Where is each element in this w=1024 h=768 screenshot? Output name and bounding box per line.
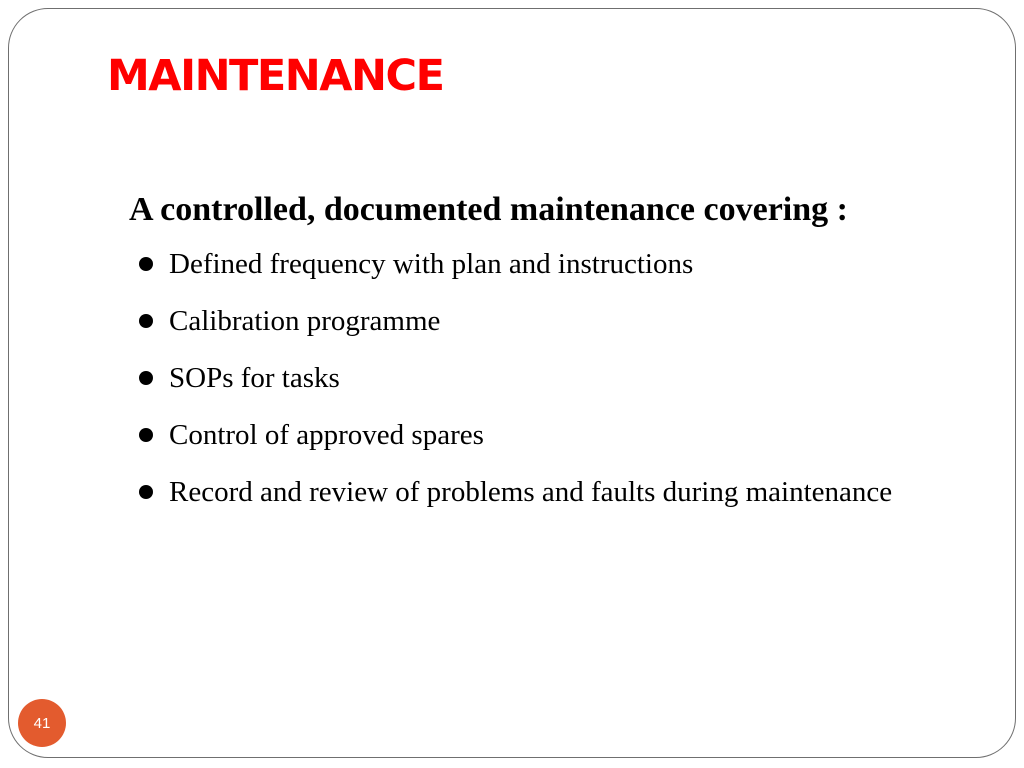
bullet-text: Defined frequency with plan and instructions — [169, 247, 694, 280]
bullet-item — [129, 468, 981, 516]
bullet-dot-icon — [139, 485, 153, 499]
bullet-dot-icon — [139, 314, 153, 328]
bullet-text: Control of approved spares — [169, 418, 484, 451]
bullet-item — [129, 411, 981, 459]
slide-frame — [8, 8, 1016, 758]
bullet-text: SOPs for tasks — [169, 361, 340, 394]
bullet-text: Record and review of problems and faults during maintenance — [169, 475, 893, 508]
page-number-badge — [18, 699, 66, 747]
bullet-list — [129, 240, 981, 516]
slide-subtitle: A controlled, documented maintenance covering : — [129, 191, 848, 228]
bullet-dot-icon — [139, 428, 153, 442]
bullet-item — [129, 297, 981, 345]
bullet-item — [129, 240, 981, 288]
page-number: 41 — [33, 714, 51, 732]
bullet-text: Calibration programme — [169, 304, 441, 337]
bullet-dot-icon — [139, 257, 153, 271]
slide-content — [129, 189, 981, 525]
bullet-item — [129, 354, 981, 402]
bullet-dot-icon — [139, 371, 153, 385]
slide-title: MAINTENANCE — [107, 51, 444, 101]
